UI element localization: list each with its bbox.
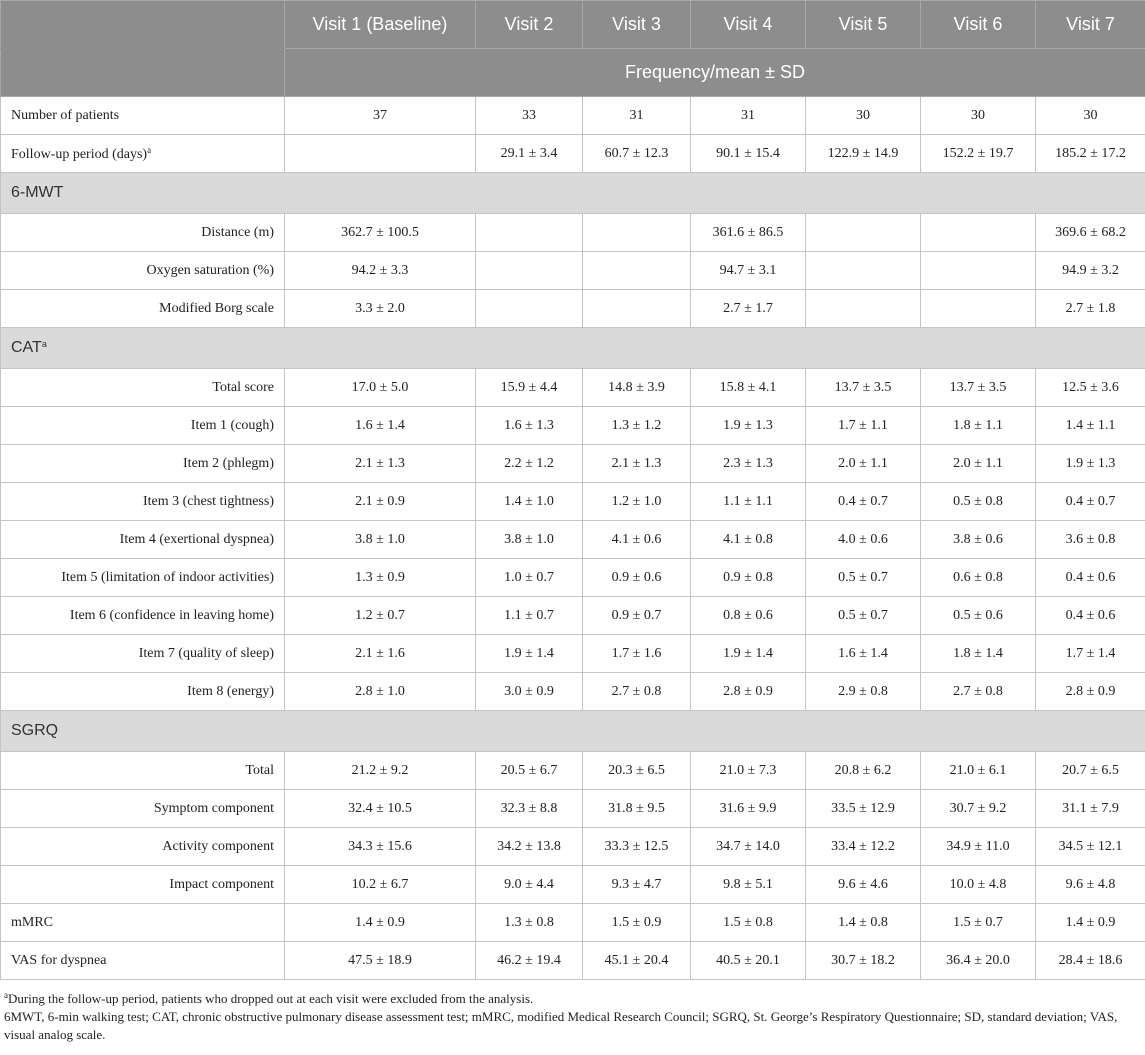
- cell-visit-4: 2.3 ± 1.3: [691, 445, 806, 483]
- header-visit-3: Visit 3: [583, 1, 691, 49]
- cell-visit-3: 9.3 ± 4.7: [583, 866, 691, 904]
- cell-visit-2: 3.8 ± 1.0: [476, 521, 583, 559]
- cell-visit-7: 1.4 ± 1.1: [1036, 407, 1145, 445]
- cell-visit-6: 1.8 ± 1.1: [921, 407, 1036, 445]
- table-row: [1, 866, 1145, 904]
- header-visit-1: Visit 1 (Baseline): [285, 1, 476, 49]
- row-label: [1, 942, 285, 980]
- cell-visit-6: 10.0 ± 4.8: [921, 866, 1036, 904]
- cell-visit-1: 1.6 ± 1.4: [285, 407, 476, 445]
- cell-visit-4: 2.8 ± 0.9: [691, 673, 806, 711]
- cell-visit-5: 30.7 ± 18.2: [806, 942, 921, 980]
- cell-visit-5: 33.4 ± 12.2: [806, 828, 921, 866]
- footnotes: [0, 980, 1145, 1044]
- cell-visit-7: 1.7 ± 1.4: [1036, 635, 1145, 673]
- row-label-text: Item 2 (phlegm): [183, 455, 274, 471]
- cell-visit-1: 32.4 ± 10.5: [285, 790, 476, 828]
- cell-visit-5: 9.6 ± 4.6: [806, 866, 921, 904]
- row-label-text: Item 4 (exertional dyspnea): [119, 531, 274, 547]
- cell-visit-7: 1.9 ± 1.3: [1036, 445, 1145, 483]
- cell-visit-1: 34.3 ± 15.6: [285, 828, 476, 866]
- table-header: [1, 1, 1145, 97]
- table-row: [1, 752, 1145, 790]
- cell-visit-4: 15.8 ± 4.1: [691, 369, 806, 407]
- cell-visit-6: 1.5 ± 0.7: [921, 904, 1036, 942]
- row-label-text: Oxygen saturation (%): [146, 262, 274, 278]
- row-label: [1, 214, 285, 252]
- cell-visit-4: 1.5 ± 0.8: [691, 904, 806, 942]
- cell-visit-7: 9.6 ± 4.8: [1036, 866, 1145, 904]
- cell-visit-7: 20.7 ± 6.5: [1036, 752, 1145, 790]
- cell-visit-7: 0.4 ± 0.7: [1036, 483, 1145, 521]
- section-label: [1, 711, 1145, 752]
- row-label-text: Item 8 (energy): [187, 683, 274, 699]
- table-row: [1, 597, 1145, 635]
- cell-visit-4: 31: [691, 97, 806, 135]
- row-label: [1, 521, 285, 559]
- cell-visit-1: 2.1 ± 1.6: [285, 635, 476, 673]
- cell-visit-3: 0.9 ± 0.6: [583, 559, 691, 597]
- row-label-text: Impact component: [169, 876, 274, 892]
- cell-visit-2: 9.0 ± 4.4: [476, 866, 583, 904]
- header-visit-2: Visit 2: [476, 1, 583, 49]
- table-row: [1, 445, 1145, 483]
- cell-visit-1: 3.8 ± 1.0: [285, 521, 476, 559]
- cell-visit-3: 20.3 ± 6.5: [583, 752, 691, 790]
- cell-visit-2: 2.2 ± 1.2: [476, 445, 583, 483]
- cell-visit-7: 30: [1036, 97, 1145, 135]
- row-label: [1, 635, 285, 673]
- cell-visit-2: 1.1 ± 0.7: [476, 597, 583, 635]
- header-visit-5: Visit 5: [806, 1, 921, 49]
- header-subheader: Frequency/mean ± SD: [285, 49, 1145, 97]
- table-row: [1, 635, 1145, 673]
- table-row: [1, 828, 1145, 866]
- cell-visit-5: 0.5 ± 0.7: [806, 597, 921, 635]
- table-row: [1, 521, 1145, 559]
- cell-visit-5: 0.5 ± 0.7: [806, 559, 921, 597]
- cell-visit-5: 4.0 ± 0.6: [806, 521, 921, 559]
- row-label-text: Total: [245, 762, 274, 778]
- cell-visit-3: 33.3 ± 12.5: [583, 828, 691, 866]
- cell-visit-5: 1.4 ± 0.8: [806, 904, 921, 942]
- cell-visit-1: 37: [285, 97, 476, 135]
- row-label: [1, 673, 285, 711]
- cell-visit-2: [476, 214, 583, 252]
- cell-visit-5: 1.6 ± 1.4: [806, 635, 921, 673]
- cell-visit-5: 2.0 ± 1.1: [806, 445, 921, 483]
- table-row: [1, 135, 1145, 173]
- cell-visit-6: 36.4 ± 20.0: [921, 942, 1036, 980]
- cell-visit-7: 2.8 ± 0.9: [1036, 673, 1145, 711]
- row-label: [1, 135, 285, 173]
- row-label: [1, 828, 285, 866]
- footnote-a-text: During the follow-up period, patients who dropped out at each visit were excluded from the analysis.: [8, 991, 534, 1006]
- table-body: [1, 97, 1145, 980]
- row-label: [1, 369, 285, 407]
- cell-visit-6: 13.7 ± 3.5: [921, 369, 1036, 407]
- cell-visit-1: 1.4 ± 0.9: [285, 904, 476, 942]
- table-row: [1, 559, 1145, 597]
- section-label: [1, 328, 1145, 369]
- footnote-a-marker: a: [4, 990, 8, 1000]
- cell-visit-4: 9.8 ± 5.1: [691, 866, 806, 904]
- table-row: [1, 483, 1145, 521]
- cell-visit-1: 2.8 ± 1.0: [285, 673, 476, 711]
- cell-visit-1: 2.1 ± 0.9: [285, 483, 476, 521]
- footnote-marker: a: [147, 144, 152, 155]
- section-row: [1, 328, 1145, 369]
- row-label-text: Item 7 (quality of sleep): [138, 645, 274, 661]
- table-row: [1, 942, 1145, 980]
- cell-visit-6: 1.8 ± 1.4: [921, 635, 1036, 673]
- row-label-text: Number of patients: [11, 107, 120, 123]
- cell-visit-5: [806, 252, 921, 290]
- cell-visit-4: 1.9 ± 1.3: [691, 407, 806, 445]
- cell-visit-7: 12.5 ± 3.6: [1036, 369, 1145, 407]
- cell-visit-7: 0.4 ± 0.6: [1036, 597, 1145, 635]
- cell-visit-2: 29.1 ± 3.4: [476, 135, 583, 173]
- header-visit-4: Visit 4: [691, 1, 806, 49]
- cell-visit-2: 34.2 ± 13.8: [476, 828, 583, 866]
- cell-visit-4: 1.1 ± 1.1: [691, 483, 806, 521]
- row-label: [1, 790, 285, 828]
- cell-visit-7: 28.4 ± 18.6: [1036, 942, 1145, 980]
- cell-visit-7: 3.6 ± 0.8: [1036, 521, 1145, 559]
- row-label-text: Item 5 (limitation of indoor activities): [61, 569, 274, 585]
- cell-visit-5: 122.9 ± 14.9: [806, 135, 921, 173]
- table-row: [1, 369, 1145, 407]
- cell-visit-2: 1.4 ± 1.0: [476, 483, 583, 521]
- cell-visit-6: 21.0 ± 6.1: [921, 752, 1036, 790]
- cell-visit-3: 2.1 ± 1.3: [583, 445, 691, 483]
- cell-visit-3: 1.7 ± 1.6: [583, 635, 691, 673]
- cell-visit-3: 14.8 ± 3.9: [583, 369, 691, 407]
- cell-visit-3: 60.7 ± 12.3: [583, 135, 691, 173]
- cell-visit-5: [806, 214, 921, 252]
- cell-visit-6: 34.9 ± 11.0: [921, 828, 1036, 866]
- row-label-text: Symptom component: [153, 800, 274, 816]
- cell-visit-6: 30: [921, 97, 1036, 135]
- cell-visit-6: [921, 214, 1036, 252]
- header-corner: [1, 1, 285, 49]
- cell-visit-4: 94.7 ± 3.1: [691, 252, 806, 290]
- cell-visit-6: 0.5 ± 0.6: [921, 597, 1036, 635]
- cell-visit-1: 362.7 ± 100.5: [285, 214, 476, 252]
- section-label-text: SGRQ: [11, 722, 59, 739]
- cell-visit-6: [921, 290, 1036, 328]
- cell-visit-7: 34.5 ± 12.1: [1036, 828, 1145, 866]
- cell-visit-2: [476, 290, 583, 328]
- section-label-text: CAT: [11, 339, 42, 356]
- cell-visit-3: 1.5 ± 0.9: [583, 904, 691, 942]
- cell-visit-2: 33: [476, 97, 583, 135]
- section-row: [1, 173, 1145, 214]
- row-label-text: Item 3 (chest tightness): [142, 493, 274, 509]
- row-label: [1, 407, 285, 445]
- row-label: [1, 904, 285, 942]
- cell-visit-3: 1.2 ± 1.0: [583, 483, 691, 521]
- cell-visit-2: 20.5 ± 6.7: [476, 752, 583, 790]
- cell-visit-1: 21.2 ± 9.2: [285, 752, 476, 790]
- cell-visit-2: 32.3 ± 8.8: [476, 790, 583, 828]
- cell-visit-6: 0.6 ± 0.8: [921, 559, 1036, 597]
- cell-visit-3: 2.7 ± 0.8: [583, 673, 691, 711]
- cell-visit-5: [806, 290, 921, 328]
- cell-visit-3: 45.1 ± 20.4: [583, 942, 691, 980]
- cell-visit-3: [583, 214, 691, 252]
- cell-visit-4: 0.9 ± 0.8: [691, 559, 806, 597]
- cell-visit-2: 46.2 ± 19.4: [476, 942, 583, 980]
- row-label: [1, 597, 285, 635]
- row-label-text: mMRC: [11, 914, 54, 930]
- cell-visit-5: 2.9 ± 0.8: [806, 673, 921, 711]
- cell-visit-7: 31.1 ± 7.9: [1036, 790, 1145, 828]
- cell-visit-2: 1.9 ± 1.4: [476, 635, 583, 673]
- cell-visit-5: 20.8 ± 6.2: [806, 752, 921, 790]
- cell-visit-3: [583, 290, 691, 328]
- row-label: [1, 866, 285, 904]
- cell-visit-7: 2.7 ± 1.8: [1036, 290, 1145, 328]
- cell-visit-3: 4.1 ± 0.6: [583, 521, 691, 559]
- cell-visit-1: 1.3 ± 0.9: [285, 559, 476, 597]
- cell-visit-6: 2.0 ± 1.1: [921, 445, 1036, 483]
- cell-visit-2: 1.0 ± 0.7: [476, 559, 583, 597]
- cell-visit-6: 30.7 ± 9.2: [921, 790, 1036, 828]
- cell-visit-4: 4.1 ± 0.8: [691, 521, 806, 559]
- cell-visit-4: 1.9 ± 1.4: [691, 635, 806, 673]
- row-label-text: Total score: [212, 379, 274, 395]
- cell-visit-5: 30: [806, 97, 921, 135]
- cell-visit-4: 0.8 ± 0.6: [691, 597, 806, 635]
- footnote-abbreviations: 6MWT, 6-min walking test; CAT, chronic obstructive pulmonary disease assessment test; mMRC, modified Medical Research Council; SGRQ, St. George’s Respiratory Questionnaire; SD, standard deviation; VAS, visual analog scale.: [4, 1009, 1118, 1042]
- row-label-text: VAS for dyspnea: [11, 952, 107, 968]
- cell-visit-1: 3.3 ± 2.0: [285, 290, 476, 328]
- cell-visit-4: 361.6 ± 86.5: [691, 214, 806, 252]
- cell-visit-1: 10.2 ± 6.7: [285, 866, 476, 904]
- row-label-text: Follow-up period (days): [11, 146, 148, 162]
- cell-visit-2: 1.3 ± 0.8: [476, 904, 583, 942]
- cell-visit-2: 1.6 ± 1.3: [476, 407, 583, 445]
- row-label: [1, 483, 285, 521]
- table-row: [1, 252, 1145, 290]
- section-row: [1, 711, 1145, 752]
- table-row: [1, 214, 1145, 252]
- footnote-marker: a: [41, 339, 47, 349]
- cell-visit-5: 13.7 ± 3.5: [806, 369, 921, 407]
- cell-visit-1: [285, 135, 476, 173]
- cell-visit-3: 31: [583, 97, 691, 135]
- cell-visit-5: 33.5 ± 12.9: [806, 790, 921, 828]
- footnote-a: [4, 986, 1141, 1008]
- section-label: [1, 173, 1145, 214]
- cell-visit-7: 185.2 ± 17.2: [1036, 135, 1145, 173]
- cell-visit-4: 31.6 ± 9.9: [691, 790, 806, 828]
- table-row: [1, 97, 1145, 135]
- cell-visit-1: 1.2 ± 0.7: [285, 597, 476, 635]
- cell-visit-6: [921, 252, 1036, 290]
- cell-visit-6: 3.8 ± 0.6: [921, 521, 1036, 559]
- row-label: [1, 559, 285, 597]
- cell-visit-3: 1.3 ± 1.2: [583, 407, 691, 445]
- cell-visit-4: 2.7 ± 1.7: [691, 290, 806, 328]
- cell-visit-7: 1.4 ± 0.9: [1036, 904, 1145, 942]
- row-label-text: Activity component: [162, 838, 274, 854]
- cell-visit-6: 2.7 ± 0.8: [921, 673, 1036, 711]
- cell-visit-4: 40.5 ± 20.1: [691, 942, 806, 980]
- cell-visit-4: 90.1 ± 15.4: [691, 135, 806, 173]
- cell-visit-3: 31.8 ± 9.5: [583, 790, 691, 828]
- row-label: [1, 97, 285, 135]
- cell-visit-5: 0.4 ± 0.7: [806, 483, 921, 521]
- cell-visit-2: [476, 252, 583, 290]
- cell-visit-7: 94.9 ± 3.2: [1036, 252, 1145, 290]
- cell-visit-3: 0.9 ± 0.7: [583, 597, 691, 635]
- cell-visit-5: 1.7 ± 1.1: [806, 407, 921, 445]
- row-label: [1, 252, 285, 290]
- row-label: [1, 290, 285, 328]
- table-row: [1, 673, 1145, 711]
- cell-visit-6: 152.2 ± 19.7: [921, 135, 1036, 173]
- cell-visit-1: 2.1 ± 1.3: [285, 445, 476, 483]
- row-label-text: Modified Borg scale: [159, 300, 274, 316]
- cell-visit-1: 47.5 ± 18.9: [285, 942, 476, 980]
- row-label-text: Item 6 (confidence in leaving home): [69, 607, 274, 623]
- cell-visit-1: 17.0 ± 5.0: [285, 369, 476, 407]
- cell-visit-7: 369.6 ± 68.2: [1036, 214, 1145, 252]
- cell-visit-2: 15.9 ± 4.4: [476, 369, 583, 407]
- section-label-text: 6-MWT: [11, 184, 64, 201]
- row-label-text: Item 1 (cough): [190, 417, 274, 433]
- row-label-text: Distance (m): [201, 224, 274, 240]
- header-visit-7: Visit 7: [1036, 1, 1145, 49]
- table-row: [1, 290, 1145, 328]
- row-label: [1, 752, 285, 790]
- cell-visit-4: 34.7 ± 14.0: [691, 828, 806, 866]
- cell-visit-6: 0.5 ± 0.8: [921, 483, 1036, 521]
- table-row: [1, 407, 1145, 445]
- row-label: [1, 445, 285, 483]
- header-visit-6: Visit 6: [921, 1, 1036, 49]
- cell-visit-4: 21.0 ± 7.3: [691, 752, 806, 790]
- table-row: [1, 790, 1145, 828]
- cell-visit-3: [583, 252, 691, 290]
- cell-visit-2: 3.0 ± 0.9: [476, 673, 583, 711]
- cell-visit-7: 0.4 ± 0.6: [1036, 559, 1145, 597]
- header-corner-lower: [1, 49, 285, 97]
- table-row: [1, 904, 1145, 942]
- cell-visit-1: 94.2 ± 3.3: [285, 252, 476, 290]
